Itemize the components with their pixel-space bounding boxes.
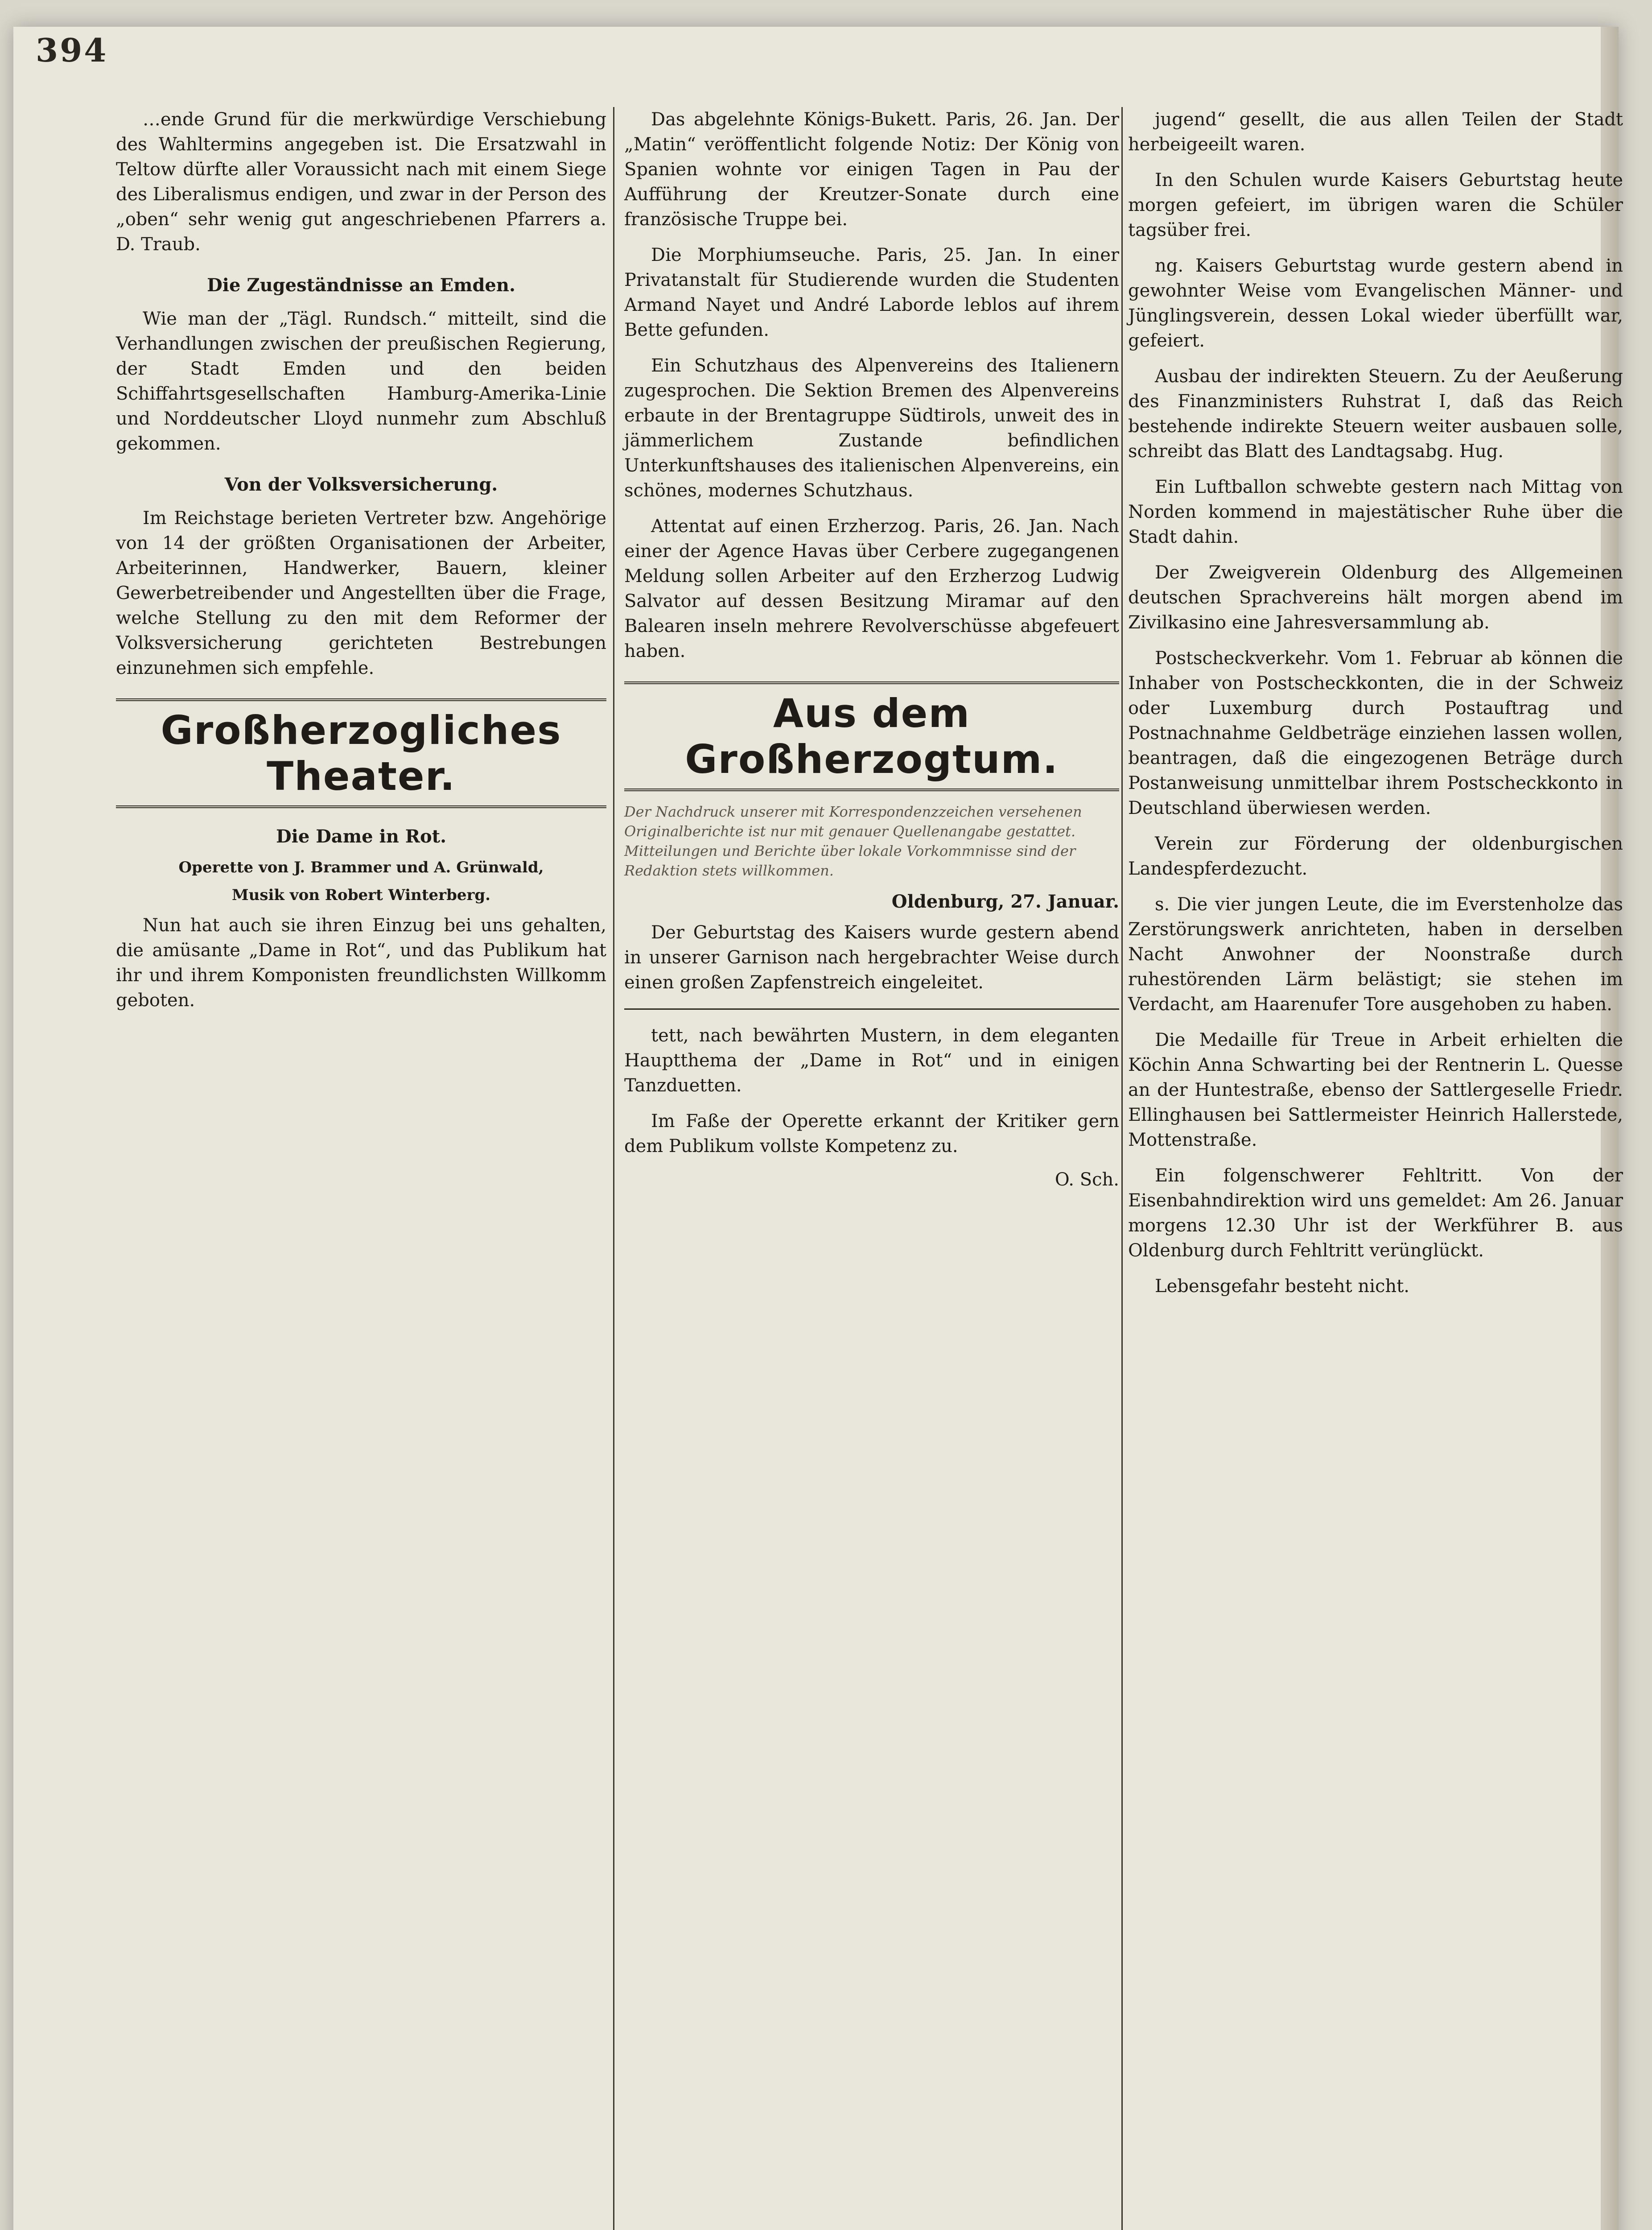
section-divider (624, 1008, 1119, 1010)
column-divider (613, 107, 614, 2230)
column-divider (1121, 107, 1123, 2230)
news-item: Postscheckverkehr. Vom 1. Februar ab können die Inhaber von Postscheckkonten, die in der Schweiz oder Luxemburg durch Postauftrag und Postnachnahme Geldbeträge einziehen lassen wollen, beantragen, daß die eingezogenen Beträge durch Postanweisung unmittelbar ihrem Postscheckkonto in Deutschland überwiesen werden. (1128, 648, 1623, 818)
news-item: Ein Luftballon schwebte gestern nach Mittag von Norden kommend in majestätischer Ruhe über die Stadt dahin. (1128, 477, 1623, 547)
news-item: Ein folgenschwerer Fehltritt. Von der Eisenbahndirektion wird uns gemeldet: Am 26. Januar morgens 12.30 Uhr ist der Werkführer B. aus Oldenburg durch Fehltritt verünglückt. (1128, 1165, 1623, 1261)
left-column (116, 107, 606, 1024)
section-heading: Von der Volksversicherung. (224, 474, 498, 495)
news-item: In den Schulen wurde Kaisers Geburtstag heute morgen gefeiert, im übrigen waren die Schüler tagsüber frei. (1128, 170, 1623, 240)
article-paragraph: Nun hat auch sie ihren Einzug bei uns gehalten, die amüsante „Dame in Rot“, und das Publikum hat ihr und ihrem Komponisten freundlichsten Willkomm geboten. (116, 915, 606, 1011)
news-item: Der Zweigverein Oldenburg des Allgemeinen deutschen Sprachvereins hält morgen abend im Zivilkasino eine Jahresversammlung ab. (1128, 562, 1623, 633)
news-item: jugend“ gesellt, die aus allen Teilen der Stadt herbeigeeilt waren. (1128, 109, 1623, 155)
review-byline: O. Sch. (1055, 1169, 1119, 1190)
news-item: Der Geburtstag des Kaisers wurde gestern abend in unserer Garnison nach hergebrachter Weise durch einen großen Zapfenstreich eingeleitet. (624, 922, 1119, 993)
news-item: Ein Schutzhaus des Alpenvereins des Italienern zugesprochen. Die Sektion Bremen des Alpenvereins erbaute in der Brentagruppe Südtirols, unweit des in jämmerlichem Zustande befindlichen Unterkunftshauses des italienischen Alpenvereins, ein schönes, modernes Schutzhaus. (624, 355, 1119, 501)
theater-title: Die Dame in Rot. (276, 826, 447, 847)
news-item: Die Morphiumseuche. Paris, 25. Jan. In einer Privatanstalt für Studierende wurden die Studenten Armand Nayet und André Laborde leblos auf ihrem Bette gefunden. (624, 245, 1119, 340)
page-number: 394 (36, 31, 108, 69)
article-paragraph: tett, nach bewährten Mustern, in dem eleganten Hauptthema der „Dame in Rot“ und in einigen Tanzduetten. (624, 1025, 1119, 1096)
article-paragraph: Im Reichstage berieten Vertreter bzw. Angehörige von 14 der größten Organisationen der Arbeiter, Arbeiterinnen, Handwerker, Bauern, kleiner Gewerbetreibender und Angestellten über die Frage, welche Stellung zu den mit dem Reformer der Volksversicherung gerichteten Bestrebungen einzunehmen sich empfehle. (116, 508, 606, 678)
news-item: Die Medaille für Treue in Arbeit erhielten die Köchin Anna Schwarting bei der Rentnerin L. Quesse an der Huntestraße, ebenso der Sattlergeselle Friedr. Ellinghausen bei Sattlermeister Heinrich Hallerstede, Mottenstraße. (1128, 1030, 1623, 1150)
news-item: Lebensgefahr besteht nicht. (1155, 1276, 1409, 1297)
article-paragraph: …ende Grund für die merkwürdige Verschiebung des Wahltermins angegeben ist. Die Ersatzwahl in Teltow dürfte aller Voraussicht nach mit einem Siege des Liberalismus endigen, und zwar in der Person des „oben“ sehr wenig gut angeschriebenen Pfarrers a. D. Traub. (116, 109, 606, 255)
theater-credit: Operette von J. Brammer und A. Grünwald, (178, 859, 544, 876)
right-column (1128, 107, 1623, 1309)
article-paragraph: Wie man der „Tägl. Rundsch.“ mitteilt, sind die Verhandlungen zwischen der preußischen Regierung, der Stadt Emden und den beiden Schiffahrtsgesellschaften Hamburg-Amerika-Linie und Norddeutscher Lloyd nunmehr zum Abschluß gekommen. (116, 309, 606, 454)
article-paragraph: Im Faße der Operette erkannt der Kritiker gern dem Publikum vollste Kompetenz zu. (624, 1111, 1119, 1156)
dateline: Oldenburg, 27. Januar. (891, 891, 1119, 912)
news-item: Verein zur Förderung der oldenburgischen Landespferdezucht. (1128, 834, 1623, 879)
news-item: ng. Kaisers Geburtstag wurde gestern abend in gewohnter Weise vom Evangelischen Männer- und Jünglingsverein, dessen Lokal wieder überfüllt war, gefeiert. (1128, 256, 1623, 351)
theater-heading: Großherzogliches Theater. (116, 698, 606, 808)
reprint-note: Der Nachdruck unserer mit Korrespondenzzeichen versehenen Originalberichte ist nur mit genauer Quellenangabe gestattet. Mitteilungen und Berichte über lokale Vorkommnisse sind der Redaktion stets willkommen. (624, 803, 1082, 879)
news-item: Attentat auf einen Erzherzog. Paris, 26. Jan. Nach einer der Agence Havas über Cerbere zugegangenen Meldung sollen Arbeiter auf den Erzherzog Ludwig Salvator auf dessen Besitzung Miramar auf den Balearen inseln mehrere Revolverschüsse abgefeuert haben. (624, 516, 1119, 661)
region-heading: Aus dem Großherzogtum. (624, 681, 1119, 791)
news-item: Ausbau der indirekten Steuern. Zu der Aeußerung des Finanzministers Ruhstrat I, daß das Reich bestehende indirekte Steuern weiter ausbauen solle, schreibt das Blatt des Landtagsabg. Hug. (1128, 366, 1623, 462)
news-item: Das abgelehnte Königs-Bukett. Paris, 26. Jan. Der „Matin“ veröffentlicht folgende Notiz: Der König von Spanien wohnte vor einigen Tagen in Pau der Aufführung der Kreutzer-Sonate durch eine französische Truppe bei. (624, 109, 1119, 230)
news-item: s. Die vier jungen Leute, die im Everstenholze das Zerstörungswerk anrichteten, haben in derselben Nacht Anwohner der Noonstraße durch ruhestörenden Lärm belästigt; sie stehen im Verdacht, am Haarenufer Tore ausgehoben zu haben. (1128, 894, 1623, 1015)
theater-credit: Musik von Robert Winterberg. (232, 886, 490, 904)
middle-column (624, 107, 1119, 1201)
section-heading: Die Zugeständnisse an Emden. (207, 275, 515, 296)
